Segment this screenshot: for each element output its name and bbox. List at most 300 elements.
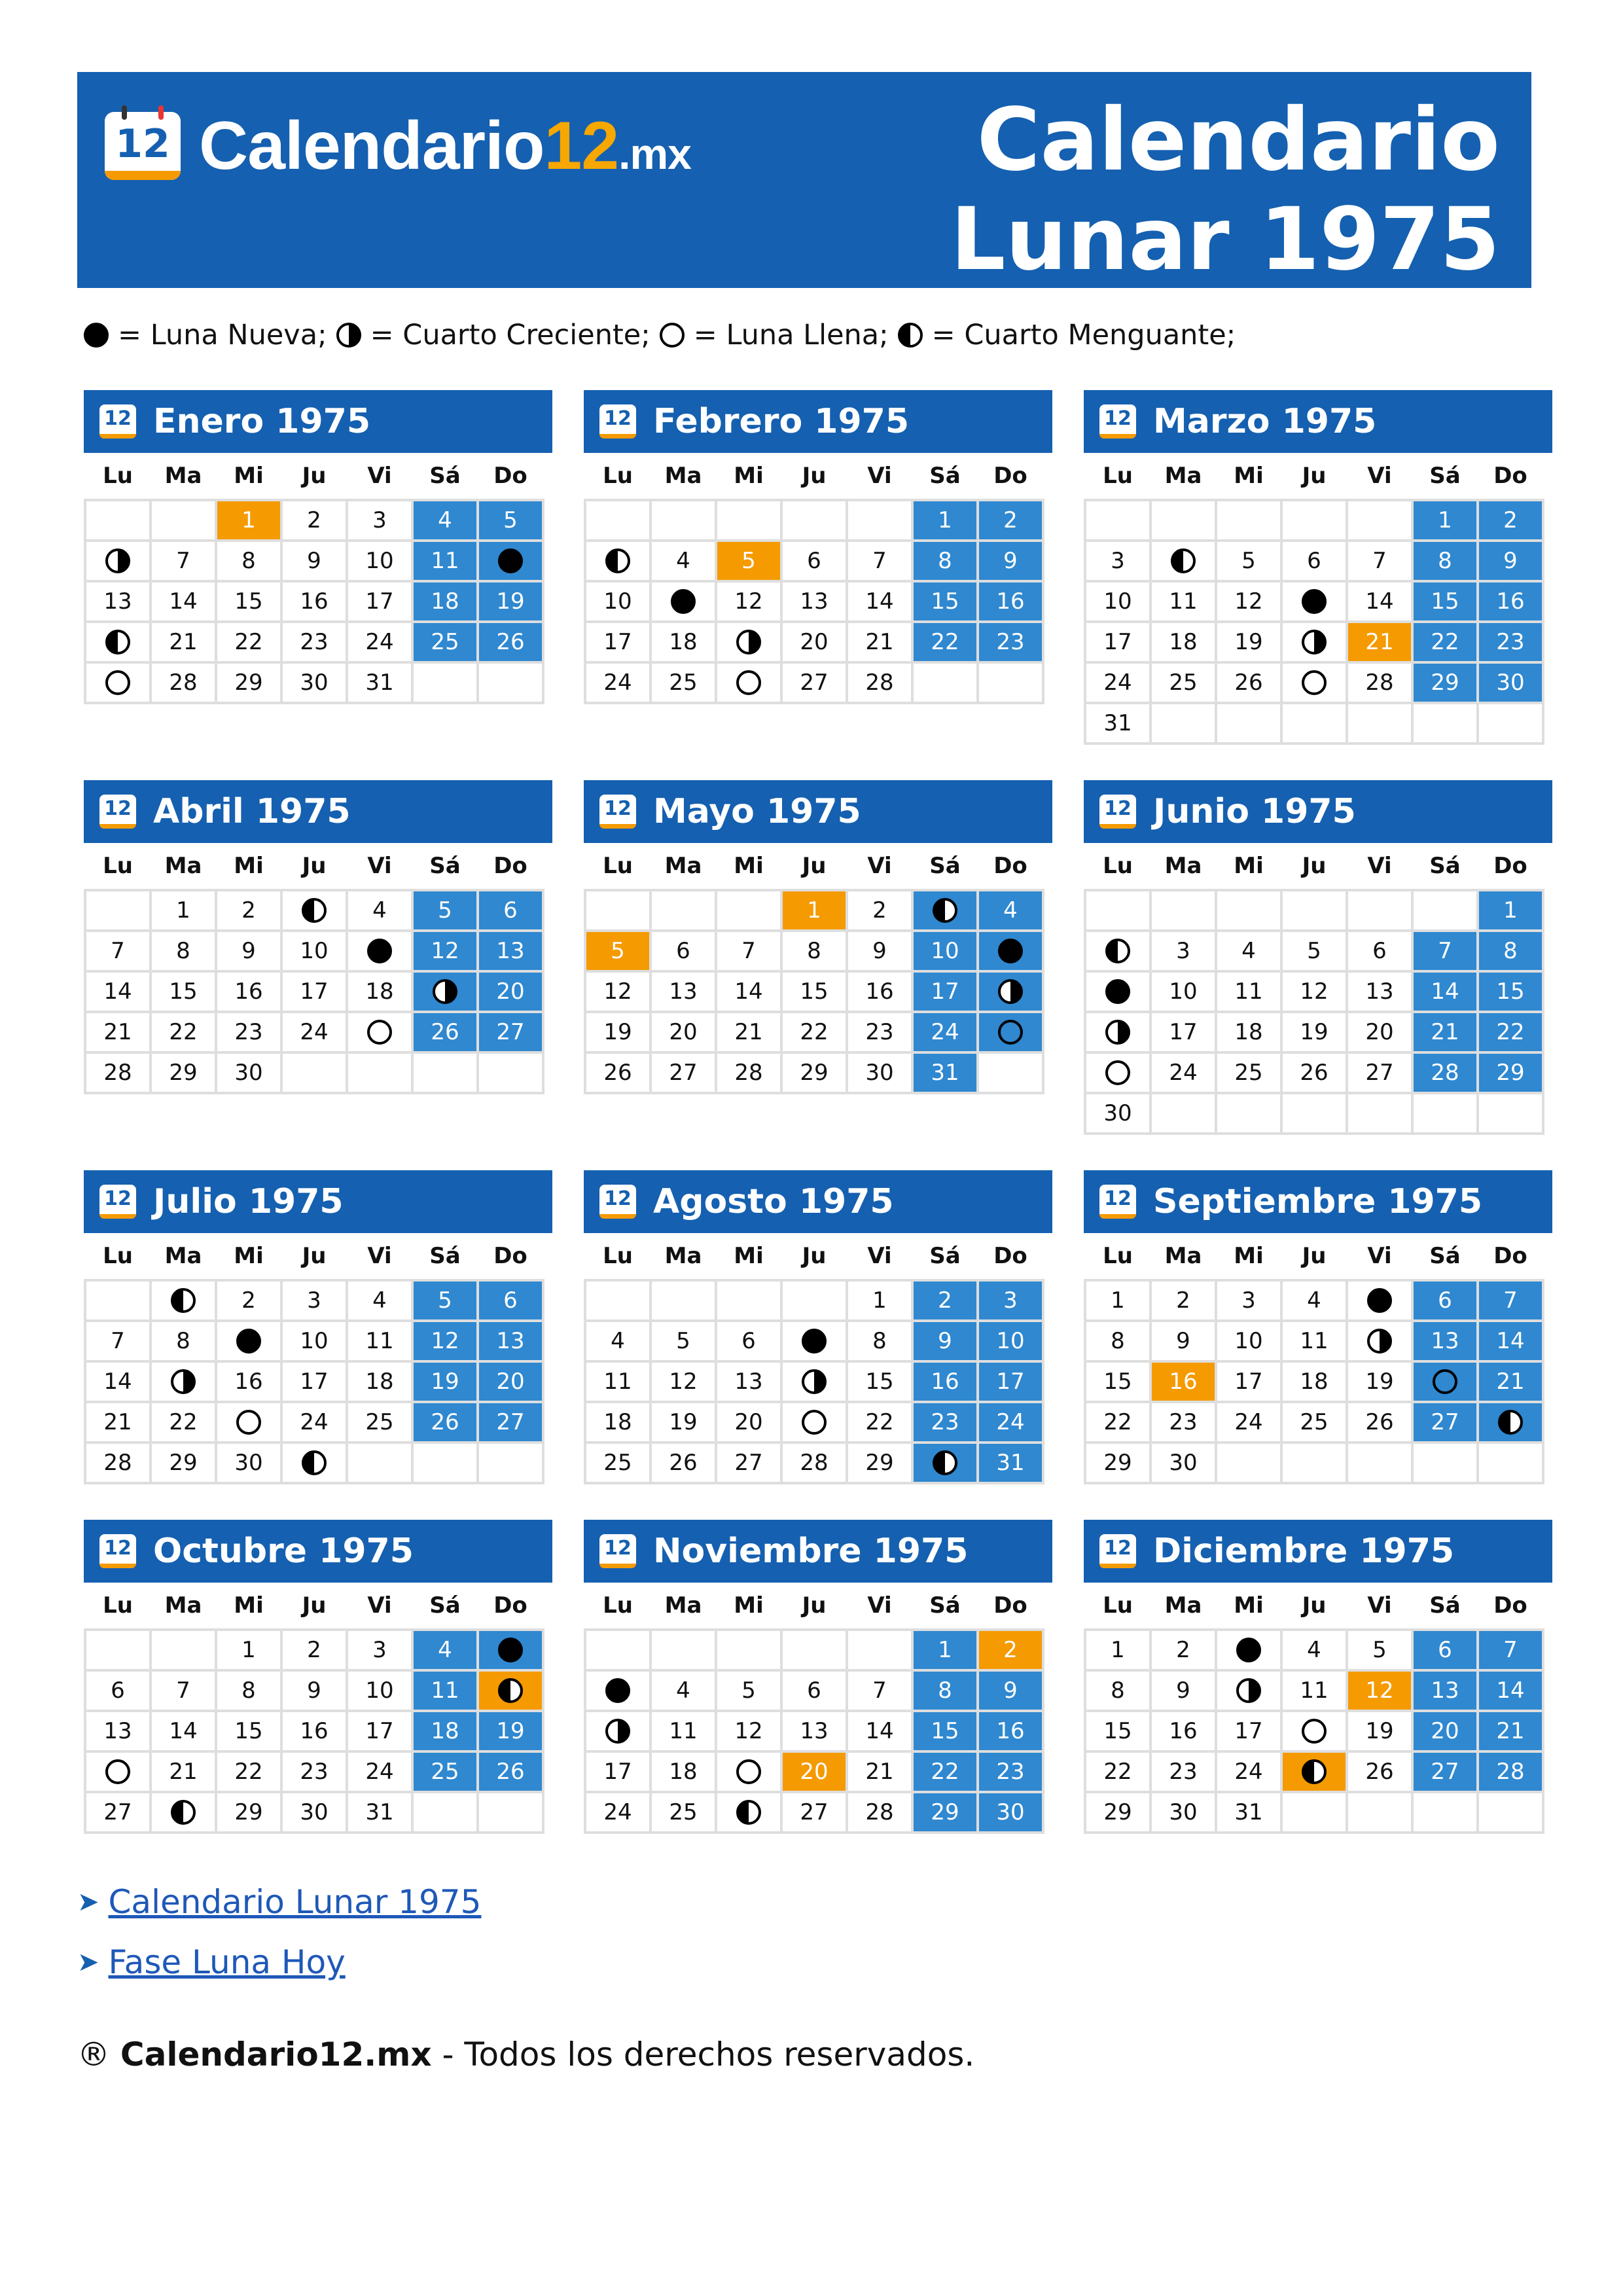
- day-cell: 9: [217, 932, 283, 973]
- weekday-label: Lu: [1103, 1592, 1133, 1619]
- day-cell-moon-phase: [1152, 542, 1217, 583]
- weekday-label: Ma: [664, 463, 702, 489]
- day-cell: 9: [979, 1672, 1044, 1712]
- weekday-label: Lu: [1103, 1243, 1133, 1269]
- day-cell-moon-phase: [1086, 973, 1152, 1013]
- day-cell-moon-phase: [1283, 583, 1348, 623]
- day-cell: 22: [217, 623, 283, 664]
- day-cell: 8: [1479, 932, 1544, 973]
- weekday-label: Mi: [734, 853, 764, 879]
- month-calendar: [584, 780, 1052, 1094]
- weekday-label: Ma: [164, 1592, 202, 1619]
- calendar-icon: [1099, 404, 1136, 439]
- empty-day-cell: [848, 1631, 914, 1672]
- weekday-label: Ju: [1302, 1592, 1327, 1619]
- weekday-label: Do: [1493, 853, 1527, 879]
- weekday-label: Sá: [429, 1243, 461, 1269]
- day-cell: 1: [1086, 1282, 1152, 1322]
- day-cell: 6: [479, 1282, 544, 1322]
- empty-day-cell: [914, 664, 979, 704]
- days-grid: [1084, 499, 1544, 745]
- weekday-label: Do: [1493, 463, 1527, 489]
- empty-day-cell: [652, 891, 717, 932]
- day-cell: 13: [1414, 1322, 1479, 1363]
- day-cell: 10: [914, 932, 979, 973]
- day-cell: 6: [717, 1322, 783, 1363]
- day-cell: 10: [1152, 973, 1217, 1013]
- month-title: Febrero 1975: [653, 402, 910, 441]
- day-cell: 11: [1283, 1322, 1348, 1363]
- day-cell: 25: [1283, 1403, 1348, 1444]
- full-moon-icon: [1433, 1369, 1457, 1394]
- day-cell: 14: [152, 1712, 217, 1753]
- day-cell: 26: [1348, 1403, 1414, 1444]
- day-cell: 5: [717, 542, 783, 583]
- day-cell-moon-phase: [1086, 932, 1152, 973]
- weekday-label: Sá: [1429, 1592, 1461, 1619]
- weekday-label: Lu: [103, 1243, 133, 1269]
- day-cell: 24: [1152, 1054, 1217, 1094]
- day-cell: 12: [1348, 1672, 1414, 1712]
- day-cell: 12: [652, 1363, 717, 1403]
- day-cell: 26: [479, 1753, 544, 1793]
- day-cell: 22: [914, 1753, 979, 1793]
- day-cell: 6: [783, 542, 848, 583]
- empty-day-cell: [979, 664, 1044, 704]
- empty-day-cell: [1283, 891, 1348, 932]
- lq-moon-icon: [1302, 1759, 1327, 1784]
- day-cell: 9: [848, 932, 914, 973]
- day-cell: 9: [283, 1672, 348, 1712]
- new-moon-icon: [605, 1678, 630, 1703]
- day-cell-moon-phase: [586, 1672, 652, 1712]
- day-cell-moon-phase: [1479, 1403, 1544, 1444]
- weekday-label: Do: [493, 1243, 527, 1269]
- full-moon-icon: [367, 1020, 392, 1045]
- empty-day-cell: [1217, 1094, 1283, 1135]
- empty-day-cell: [783, 1631, 848, 1672]
- calendar-icon: [99, 795, 136, 829]
- day-cell: 27: [479, 1403, 544, 1444]
- lq-moon-icon: [1498, 1410, 1523, 1435]
- weekday-label: Do: [993, 463, 1027, 489]
- day-cell: 6: [652, 932, 717, 973]
- new-moon-icon: [236, 1329, 261, 1354]
- day-cell: 19: [1217, 623, 1283, 664]
- new-moon-icon: [1302, 589, 1327, 614]
- new-moon-icon: [998, 939, 1023, 963]
- day-cell: 4: [652, 542, 717, 583]
- weekday-label: Sá: [1429, 463, 1461, 489]
- month-header: [1084, 1170, 1552, 1233]
- day-cell: 13: [86, 583, 152, 623]
- full-moon-icon: [802, 1410, 827, 1435]
- day-cell: 16: [217, 973, 283, 1013]
- day-cell: 27: [652, 1054, 717, 1094]
- day-cell: 27: [783, 664, 848, 704]
- links-section: [77, 1872, 481, 1992]
- days-grid: [84, 499, 544, 704]
- day-cell: 18: [348, 1363, 414, 1403]
- link-item: [77, 1872, 481, 1932]
- day-cell: 3: [1152, 932, 1217, 973]
- new-moon-icon: [498, 548, 523, 573]
- day-cell: 17: [1217, 1363, 1283, 1403]
- day-cell: 13: [479, 932, 544, 973]
- day-cell: 17: [1086, 623, 1152, 664]
- day-cell: 6: [86, 1672, 152, 1712]
- month-title: Junio 1975: [1153, 792, 1356, 831]
- empty-day-cell: [1086, 891, 1152, 932]
- day-cell: 23: [979, 623, 1044, 664]
- legend-label: = Cuarto Menguante;: [931, 319, 1236, 351]
- day-cell: 1: [1414, 501, 1479, 542]
- day-cell: 26: [414, 1403, 479, 1444]
- days-grid: [584, 1628, 1044, 1834]
- day-cell: 12: [414, 1322, 479, 1363]
- new-moon-icon: [671, 589, 696, 614]
- weekday-label: Sá: [429, 463, 461, 489]
- fq-moon-icon: [1105, 1020, 1130, 1045]
- day-cell: 13: [652, 973, 717, 1013]
- day-cell: 9: [1152, 1322, 1217, 1363]
- day-cell: 18: [1283, 1363, 1348, 1403]
- day-cell: 1: [914, 501, 979, 542]
- new-moon-icon: [498, 1638, 523, 1662]
- day-cell: 23: [1479, 623, 1544, 664]
- weekday-label: Vi: [1367, 463, 1392, 489]
- full-moon-icon: [1302, 670, 1327, 695]
- day-cell-moon-phase: [586, 542, 652, 583]
- lq-moon-icon: [933, 898, 957, 923]
- calendar-icon: [1099, 1185, 1136, 1219]
- day-cell: 8: [1414, 542, 1479, 583]
- day-cell: 14: [86, 973, 152, 1013]
- day-cell: 15: [1086, 1363, 1152, 1403]
- fq-moon-icon: [802, 1369, 827, 1394]
- weekday-label: Sá: [929, 1592, 961, 1619]
- day-cell: 10: [586, 583, 652, 623]
- full-moon-icon: [236, 1410, 261, 1435]
- day-cell: 31: [1217, 1793, 1283, 1834]
- day-cell: 3: [348, 1631, 414, 1672]
- month-header: [84, 390, 552, 453]
- day-cell: 16: [1152, 1712, 1217, 1753]
- empty-day-cell: [1348, 1793, 1414, 1834]
- day-cell: 10: [283, 1322, 348, 1363]
- empty-day-cell: [1217, 891, 1283, 932]
- day-cell: 24: [914, 1013, 979, 1054]
- day-cell: 29: [1414, 664, 1479, 704]
- day-cell: 12: [586, 973, 652, 1013]
- day-cell: 30: [848, 1054, 914, 1094]
- day-cell: 18: [652, 1753, 717, 1793]
- day-cell: 27: [717, 1444, 783, 1484]
- lq-moon-icon: [171, 1288, 196, 1313]
- day-cell: 24: [1217, 1403, 1283, 1444]
- legend-item: [336, 319, 651, 351]
- weekday-label: Vi: [1367, 1243, 1392, 1269]
- month-title: Mayo 1975: [653, 792, 861, 831]
- month-header: [584, 1520, 1052, 1583]
- day-cell: 28: [1414, 1054, 1479, 1094]
- day-cell: 5: [652, 1322, 717, 1363]
- weekday-header: [85, 1583, 552, 1628]
- weekday-label: Vi: [1367, 853, 1392, 879]
- day-cell: 17: [348, 1712, 414, 1753]
- day-cell: 20: [1414, 1712, 1479, 1753]
- day-cell: 9: [979, 542, 1044, 583]
- day-cell: 23: [217, 1013, 283, 1054]
- day-cell: 7: [1348, 542, 1414, 583]
- lq-moon-icon: [898, 323, 923, 348]
- day-cell: 1: [217, 1631, 283, 1672]
- day-cell: 11: [414, 1672, 479, 1712]
- empty-day-cell: [1479, 1444, 1544, 1484]
- lq-moon-icon: [171, 1800, 196, 1825]
- day-cell-moon-phase: [1086, 1013, 1152, 1054]
- day-cell: 8: [1086, 1322, 1152, 1363]
- empty-day-cell: [848, 501, 914, 542]
- day-cell: 15: [783, 973, 848, 1013]
- day-cell: 7: [86, 932, 152, 973]
- day-cell: 29: [152, 1054, 217, 1094]
- day-cell: 10: [979, 1322, 1044, 1363]
- weekday-header: [1085, 843, 1552, 889]
- day-cell: 19: [479, 583, 544, 623]
- weekday-label: Lu: [603, 1592, 633, 1619]
- weekday-label: Vi: [367, 853, 392, 879]
- month-calendar: [584, 1170, 1052, 1484]
- day-cell: 23: [979, 1753, 1044, 1793]
- weekday-label: Ma: [164, 1243, 202, 1269]
- weekday-label: Mi: [734, 1243, 764, 1269]
- lq-moon-icon: [105, 630, 130, 655]
- day-cell: 22: [783, 1013, 848, 1054]
- day-cell: 21: [152, 1753, 217, 1793]
- calendar-icon-number: 12: [1104, 797, 1132, 820]
- day-cell-moon-phase: [86, 1753, 152, 1793]
- weekday-label: Mi: [234, 1592, 264, 1619]
- calendar-icon: [599, 1534, 636, 1568]
- weekday-label: Lu: [1103, 463, 1133, 489]
- day-cell: 13: [479, 1322, 544, 1363]
- weekday-label: Do: [993, 853, 1027, 879]
- weekday-label: Lu: [103, 463, 133, 489]
- day-cell: 9: [1479, 542, 1544, 583]
- empty-day-cell: [1414, 1444, 1479, 1484]
- empty-day-cell: [283, 1054, 348, 1094]
- empty-day-cell: [479, 1793, 544, 1834]
- day-cell: 21: [1414, 1013, 1479, 1054]
- full-moon-icon: [736, 670, 761, 695]
- day-cell: 18: [586, 1403, 652, 1444]
- day-cell: 10: [283, 932, 348, 973]
- calendar-icon-number: 12: [604, 1187, 632, 1210]
- month-calendar: [84, 1520, 552, 1834]
- day-cell: 7: [1479, 1631, 1544, 1672]
- weekday-label: Vi: [367, 463, 392, 489]
- calendario-lunar-link[interactable]: Calendario Lunar 1975: [108, 1883, 482, 1921]
- weekday-label: Sá: [429, 1592, 461, 1619]
- weekday-label: Mi: [734, 463, 764, 489]
- weekday-header: [1085, 1233, 1552, 1279]
- empty-day-cell: [1348, 891, 1414, 932]
- empty-day-cell: [348, 1054, 414, 1094]
- month-header: [1084, 780, 1552, 843]
- empty-day-cell: [1283, 704, 1348, 745]
- day-cell: 28: [848, 664, 914, 704]
- empty-day-cell: [1414, 891, 1479, 932]
- day-cell: 13: [86, 1712, 152, 1753]
- days-grid: [84, 889, 544, 1094]
- day-cell: 16: [217, 1363, 283, 1403]
- day-cell: 9: [1152, 1672, 1217, 1712]
- empty-day-cell: [652, 1282, 717, 1322]
- day-cell: 20: [783, 1753, 848, 1793]
- day-cell: 30: [1086, 1094, 1152, 1135]
- day-cell: 21: [86, 1403, 152, 1444]
- day-cell: 6: [1414, 1282, 1479, 1322]
- weekday-label: Ma: [664, 853, 702, 879]
- weekday-label: Ju: [1302, 853, 1327, 879]
- day-cell: 21: [152, 623, 217, 664]
- empty-day-cell: [586, 891, 652, 932]
- weekday-label: Ma: [664, 1243, 702, 1269]
- day-cell: 27: [1414, 1403, 1479, 1444]
- weekday-label: Lu: [603, 853, 633, 879]
- weekday-label: Mi: [234, 853, 264, 879]
- day-cell: 31: [1086, 704, 1152, 745]
- weekday-label: Sá: [429, 853, 461, 879]
- calendar-icon: [105, 112, 181, 180]
- weekday-label: Lu: [603, 463, 633, 489]
- weekday-label: Ju: [802, 1592, 827, 1619]
- month-header: [584, 1170, 1052, 1233]
- weekday-label: Vi: [367, 1592, 392, 1619]
- month-calendar: [1084, 1520, 1552, 1834]
- lq-moon-icon: [1105, 939, 1130, 963]
- day-cell-moon-phase: [217, 1403, 283, 1444]
- day-cell: 23: [914, 1403, 979, 1444]
- weekday-label: Ma: [164, 853, 202, 879]
- empty-day-cell: [414, 1054, 479, 1094]
- weekday-header: [585, 843, 1052, 889]
- day-cell: 18: [652, 623, 717, 664]
- full-moon-icon: [1302, 1719, 1327, 1744]
- day-cell: 10: [1217, 1322, 1283, 1363]
- day-cell: 21: [1479, 1712, 1544, 1753]
- calendar-icon-number: 12: [104, 407, 132, 430]
- day-cell: 26: [652, 1444, 717, 1484]
- day-cell: 13: [1414, 1672, 1479, 1712]
- day-cell-moon-phase: [783, 1363, 848, 1403]
- month-calendar: [84, 780, 552, 1094]
- weekday-label: Do: [1493, 1592, 1527, 1619]
- day-cell-moon-phase: [479, 1672, 544, 1712]
- day-cell: 22: [914, 623, 979, 664]
- month-calendar: [84, 390, 552, 704]
- full-moon-icon: [105, 1759, 130, 1784]
- empty-day-cell: [152, 501, 217, 542]
- month-header: [84, 1170, 552, 1233]
- day-cell: 5: [586, 932, 652, 973]
- day-cell: 27: [86, 1793, 152, 1834]
- day-cell: 15: [914, 583, 979, 623]
- empty-day-cell: [1348, 1094, 1414, 1135]
- day-cell: 15: [217, 583, 283, 623]
- day-cell: 26: [479, 623, 544, 664]
- arrow-icon: ➤: [77, 1947, 99, 1977]
- day-cell: 28: [783, 1444, 848, 1484]
- day-cell: 31: [348, 664, 414, 704]
- day-cell: 16: [979, 1712, 1044, 1753]
- empty-day-cell: [1414, 1094, 1479, 1135]
- day-cell: 17: [283, 973, 348, 1013]
- day-cell-moon-phase: [1283, 623, 1348, 664]
- fq-moon-icon: [998, 979, 1023, 1004]
- day-cell: 20: [652, 1013, 717, 1054]
- calendar-icon-number: 12: [1104, 407, 1132, 430]
- day-cell: 25: [1217, 1054, 1283, 1094]
- day-cell: 12: [1283, 973, 1348, 1013]
- weekday-label: Ju: [302, 853, 327, 879]
- days-grid: [1084, 1628, 1544, 1834]
- site-logo[interactable]: [105, 107, 691, 184]
- weekday-label: Vi: [367, 1243, 392, 1269]
- weekday-label: Ma: [1164, 853, 1202, 879]
- day-cell: 18: [1152, 623, 1217, 664]
- day-cell: 20: [783, 623, 848, 664]
- day-cell: 27: [1414, 1753, 1479, 1793]
- fq-moon-icon: [1302, 630, 1327, 655]
- day-cell: 10: [1086, 583, 1152, 623]
- day-cell: 4: [414, 1631, 479, 1672]
- day-cell: 8: [914, 1672, 979, 1712]
- logo-tld: .mx: [618, 129, 691, 178]
- day-cell: 19: [414, 1363, 479, 1403]
- day-cell: 26: [414, 1013, 479, 1054]
- weekday-label: Mi: [734, 1592, 764, 1619]
- day-cell: 24: [283, 1013, 348, 1054]
- calendar-icon-number: 12: [1104, 1537, 1132, 1560]
- day-cell: 13: [783, 1712, 848, 1753]
- day-cell-moon-phase: [283, 1444, 348, 1484]
- month-header: [584, 780, 1052, 843]
- day-cell: 26: [586, 1054, 652, 1094]
- day-cell-moon-phase: [979, 932, 1044, 973]
- empty-day-cell: [152, 1631, 217, 1672]
- day-cell: 6: [479, 891, 544, 932]
- legend-label: = Luna Llena;: [693, 319, 889, 351]
- day-cell: 9: [283, 542, 348, 583]
- month-calendar: [584, 1520, 1052, 1834]
- day-cell: 5: [1348, 1631, 1414, 1672]
- weekday-label: Sá: [929, 853, 961, 879]
- fase-luna-hoy-link[interactable]: Fase Luna Hoy: [108, 1943, 346, 1981]
- arrow-icon: ➤: [77, 1887, 99, 1917]
- day-cell: 16: [848, 973, 914, 1013]
- day-cell: 4: [348, 891, 414, 932]
- days-grid: [1084, 889, 1544, 1135]
- weekday-header: [585, 1583, 1052, 1628]
- day-cell-moon-phase: [783, 1322, 848, 1363]
- fq-moon-icon: [171, 1369, 196, 1394]
- day-cell-moon-phase: [86, 542, 152, 583]
- day-cell: 3: [979, 1282, 1044, 1322]
- day-cell: 10: [348, 542, 414, 583]
- day-cell: 17: [586, 1753, 652, 1793]
